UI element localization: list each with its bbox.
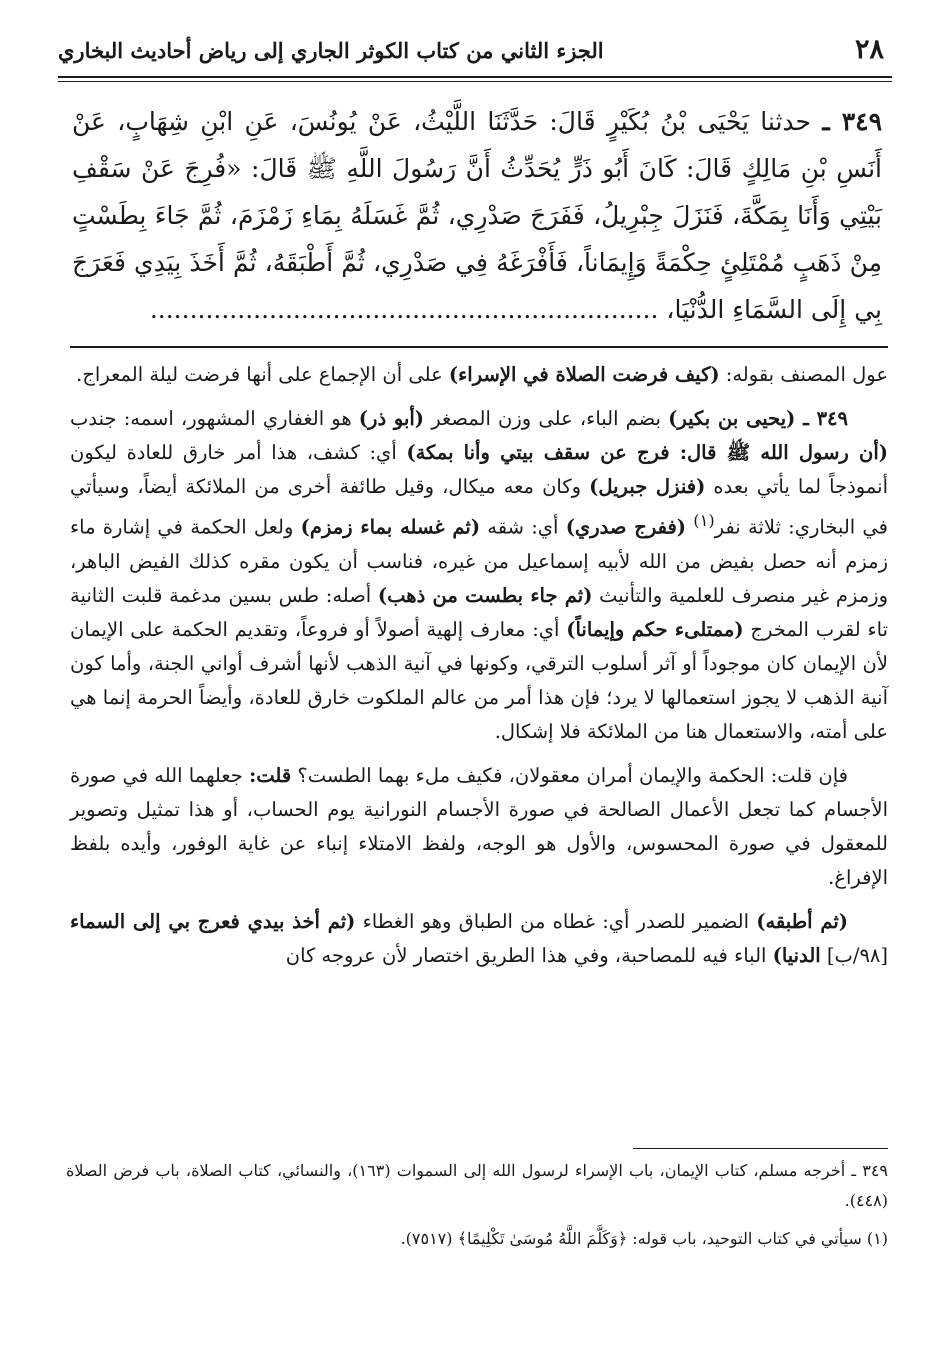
hadith-number: ٣٤٩ ـ [822,107,883,136]
footnote: (١) سيأتي في كتاب التوحيد، باب قوله: ﴿وَكَلَّمَ اللَّهُ مُوسَىٰ تَكْلِيمًا﴾ (٧٥١٧). [400,1229,888,1248]
footnote-divider [633,1148,888,1149]
header-rule-thin [58,81,892,82]
hadith-text [72,98,882,333]
header-rule [58,76,892,78]
footnote: ٣٤٩ ـ أخرجه مسلم، كتاب الإيمان، باب الإسراء لرسول الله إلى السموات (١٦٣)، والنسائي، كتاب الصلاة، باب فرض الصلاة (٤٤٨). [66,1161,889,1210]
hadith-body: حدثنا يَحْيَى بْنُ بُكَيْرٍ قَالَ: حَدَّثَنَا اللَّيْثُ، عَنْ يُونُسَ، عَنِ ابْنِ شِهَابٍ، عَنْ أَنَسِ بْنِ مَالِكٍ قَالَ: كَانَ أَبُو ذَرٍّ يُحَدِّثُ أَنَّ رَسُولَ اللَّهِ ﷺ قَالَ: «فُرِجَ عَنْ سَقْفِ بَيْتِي وَأَنَا بِمَكَّةَ، فَنَزَلَ جِبْرِيلُ، فَفَرَجَ صَدْرِي، ثُمَّ غَسَلَهُ بِمَاءِ زَمْزَمَ، ثُمَّ جَاءَ بِطَسْتٍ مِنْ ذَهَبٍ مُمْتَلِئٍ حِكْمَةً وَإِيمَاناً، فَأَفْرَغَهُ فِي صَدْرِي، ثُمَّ أَطْبَقَهُ، ثُمَّ أَخَذَ بِيَدِي فَعَرَجَ بِي إِلَى السَّمَاءِ الدُّنْيَا، [72,107,882,324]
page-number: ٢٨ [854,34,884,65]
footnotes [66,1156,888,1262]
commentary [70,358,888,983]
commentary-paragraph: عول المصنف بقوله: (كيف فرضت الصلاة في الإسراء) على أن الإجماع على أنها فرضت ليلة المعراج. [76,363,888,386]
page-header [58,30,892,74]
hadith-ellipsis: ................................................................ [149,295,659,324]
commentary-paragraph: فإن قلت: الحكمة والإيمان أمران معقولان، فكيف ملء بهما الطست؟ قلت: جعلهما الله في صورة الأجسام كما تجعل الأعمال الصالحة في صورة الأجسام النورانية يوم الحساب، أو هذا تمثيل وتصوير للمعقول في صورة المحسوس، والأول هو الوجه، ولفظ الامتلاء إنباء عن غاية الوفور، وأيده بلفظ الإفراغ. [70,763,888,889]
section-divider [70,346,888,348]
running-title: الجزء الثاني من كتاب الكوثر الجاري إلى رياض أحاديث البخاري [58,38,604,63]
footnote-reference[interactable]: (١) [693,511,715,530]
commentary-paragraph: ٣٤٩ ـ (يحيى بن بكير) بضم الباء، على وزن المصغر (أبو ذر) هو الغفاري المشهور، اسمه: جندب (أن رسول الله ﷺ قال: فرج عن سقف بيتي وأنا بمكة) أي: كشف، هذا أمر خارق للعادة ليكون أنموذجاً لما يأتي بعده (فنزل جبريل) وكان معه ميكال، وقيل طائفة أخرى من الملائكة أيضاً، وسيأتي في البخاري: ثلاثة نفر$^{(١)}$ (ففرج صدري) أي: شقه (ثم غسله بماء زمزم) ولعل الحكمة في إشارة ماء زمزم أنه حصل بفيض من الله لأبيه إسماعيل من غيره، فناسب أن يكون مقره كذلك الفيض الباهر، وزمزم غير منصرف للعلمية والتأنيث (ثم جاء بطست من ذهب) أصله: طس بسين مدغمة قلبت الثانية تاء لقرب المخرج (ممتلىء حكم وإيماناً) أي: معارف إلهية أصولاً أو فروعاً، وتقديم الحكمة على الإيمان لأن الإيمان كان موجوداً أو آثر أسلوب الترقي، وكونها في آنية الذهب لأنها أشرف أواني الجنة، وأما كون آنية الذهب لا يجوز استعمالها لا يرد؛ فإن هذا أمر من عالم الملكوت خارق للعادة، وأيضاً الحرمة إنما هي على أمته، والاستعمال هنا من الملائكة فلا إشكال. [70,407,889,743]
commentary-paragraph: (ثم أطبقه) الضمير للصدر أي: غطاه من الطباق وهو الغطاء (ثم أخذ بيدي فعرج بي إلى السماء [٩٨/ب] الدنيا) الباء فيه للمصاحبة، وفي هذا الطريق اختصار لأن عروجه كان [70,909,888,967]
